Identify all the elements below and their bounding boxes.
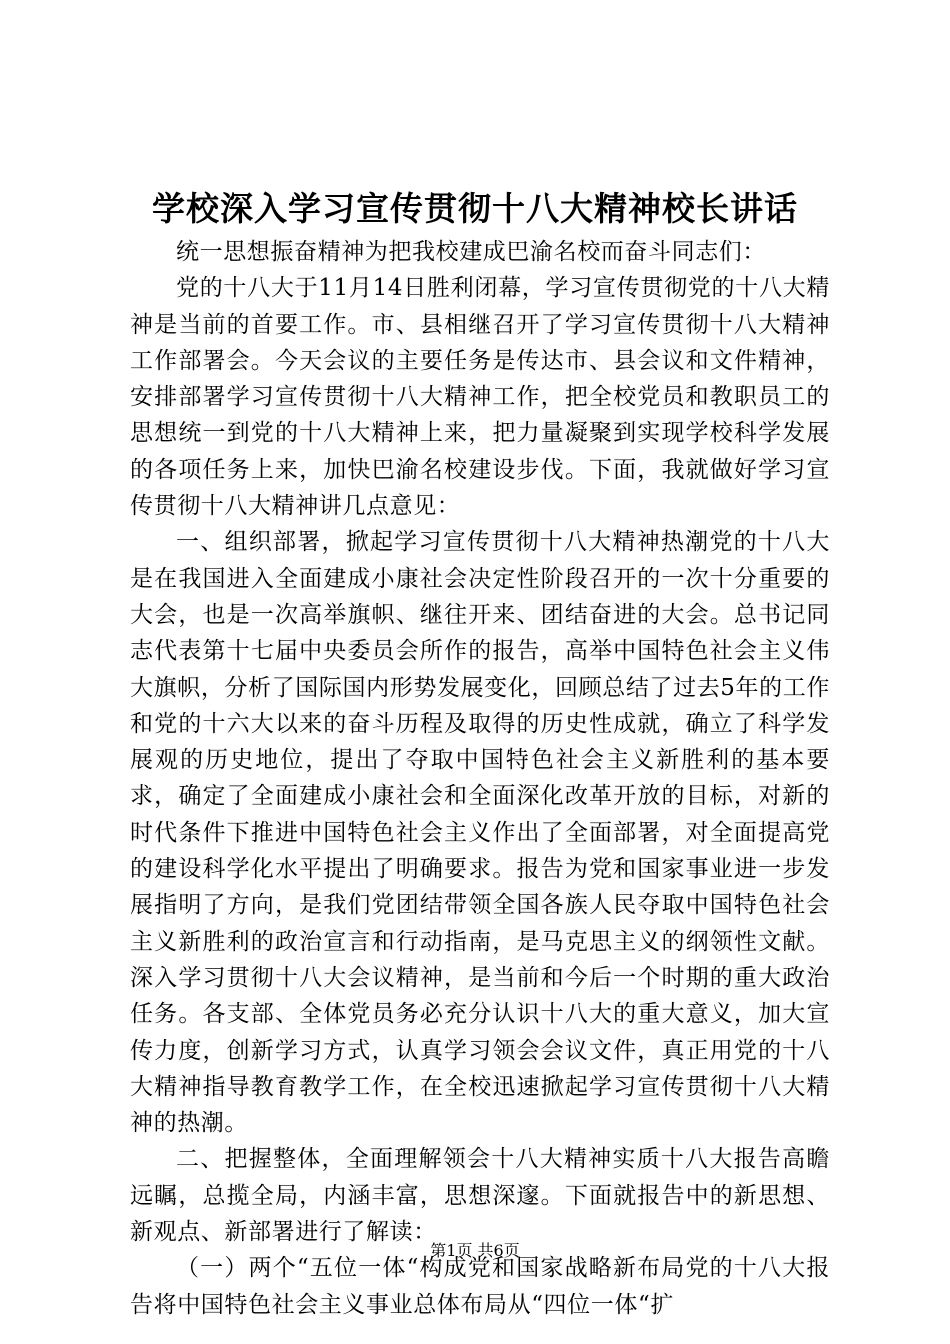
document-body — [130, 234, 830, 1323]
section-one-paragraph: 一、组织部署，掀起学习宣传贯彻十八大精神热潮党的十八大是在我国进入全面建成小康社会决定性阶段召开的一次十分重要的大会，也是一次高举旗帜、继往开来、团结奋进的大会。总书记同志代表第十七届中央委员会所作的报告，高举中国特色社会主义伟大旗帜，分析了国际国内形势发展变化，回顾总结了过去5年的工作和党的十六大以来的奋斗历程及取得的历史性成就，确立了科学发展观的历史地位，提出了夺取中国特色社会主义新胜利的基本要求，确定了全面建成小康社会和全面深化改革开放的目标，对新的时代条件下推进中国特色社会主义作出了全面部署，对全面提高党的建设科学化水平提出了明确要求。报告为党和国家事业进一步发展指明了方向，是我们党团结带领全国各族人民夺取中国特色社会主义新胜利的政治宣言和行动指南，是马克思主义的纲领性文献。深入学习贯彻十八大会议精神，是当前和今后一个时期的重大政治任务。各支部、全体党员务必充分认识十八大的重大意义，加大宣传力度，创新学习方式，认真学习领会会议文件，真正用党的十八大精神指导教育教学工作，在全校迅速掀起学习宣传贯彻十八大精神的热潮。 — [130, 529, 830, 1137]
section-two-paragraph: 二、把握整体，全面理解领会十八大精神实质十八大报告高瞻远瞩，总揽全局，内涵丰富，思想深邃。下面就报告中的新思想、新观点、新部署进行了解读： — [130, 1146, 830, 1246]
page-number-footer: 第1页 共6页 — [430, 1241, 520, 1260]
subsection-one-paragraph: （一）两个“五位一体“构成党和国家战略新布局党的十八大报告将中国特色社会主义事业总体布局从“四位一体“扩 — [130, 1255, 830, 1318]
intro-paragraph: 党的十八大于11月14日胜利闭幕，学习宣传贯彻党的十八大精神是当前的首要工作。市、县相继召开了学习宣传贯彻十八大精神工作部署会。今天会议的主要任务是传达市、县会议和文件精神，安排部署学习宣传贯彻十八大精神工作，把全校党员和教职员工的思想统一到党的十八大精神上来，把力量凝聚到实现学校科学发展的各项任务上来，加快巴渝名校建设步伐。下面，我就做好学习宣传贯彻十八大精神讲几点意见： — [130, 275, 830, 520]
salutation-paragraph: 统一思想振奋精神为把我校建成巴渝名校而奋斗同志们： — [176, 239, 766, 265]
document-title: 学校深入学习宣传贯彻十八大精神校长讲话 — [152, 189, 798, 228]
